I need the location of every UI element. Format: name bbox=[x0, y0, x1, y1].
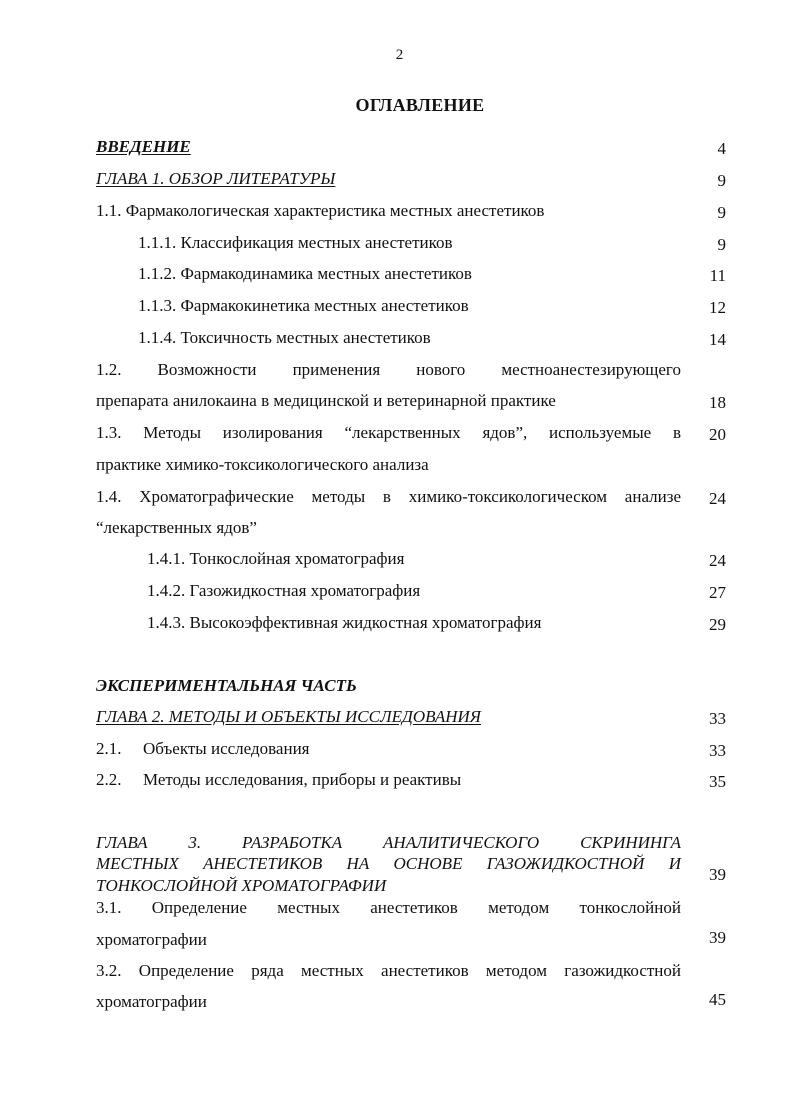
toc-s3-1-word: методом bbox=[488, 898, 550, 917]
toc-s1-2-word: 1.2. bbox=[96, 360, 122, 379]
toc-s1-3-line2[interactable]: практике химико-токсикологического анализа bbox=[96, 455, 429, 474]
toc-s1-3-page: 20 bbox=[709, 425, 726, 444]
toc-s3-2-line2[interactable]: хроматографии bbox=[96, 992, 207, 1011]
toc-ch3-word: АНАЛИТИЧЕСКОГО bbox=[383, 833, 540, 852]
toc-s3-1-word: 3.1. bbox=[96, 898, 122, 917]
toc-s1-2-word: Возможности bbox=[157, 360, 257, 379]
toc-s3-1-word: местных bbox=[277, 898, 340, 917]
toc-s1-2-word: применения bbox=[292, 360, 381, 379]
toc-ch3-line1[interactable] bbox=[96, 833, 681, 853]
toc-s1-4-3-page: 29 bbox=[709, 615, 726, 634]
toc-s3-1-page: 39 bbox=[709, 928, 726, 947]
toc-s2-2-label[interactable]: Методы исследования, приборы и реактивы bbox=[143, 770, 462, 789]
toc-ch2-page: 33 bbox=[709, 709, 726, 728]
toc-s2-2-num: 2.2. bbox=[96, 770, 122, 789]
toc-ch3-line2[interactable]: МЕСТНЫХ АНЕСТЕТИКОВ НА ОСНОВЕ ГАЗОЖИДКОСТНОЙ И bbox=[96, 854, 681, 873]
toc-ch3-word: РАЗРАБОТКА bbox=[241, 833, 343, 852]
toc-s1-1-label[interactable]: 1.1. Фармакологическая характеристика местных анестетиков bbox=[96, 201, 545, 220]
toc-intro-page: 4 bbox=[717, 139, 726, 158]
toc-s2-2-page: 35 bbox=[709, 772, 726, 791]
toc-s1-2-line1[interactable] bbox=[96, 360, 681, 380]
page-title: ОГЛАВЛЕНИЕ bbox=[355, 95, 485, 115]
toc-s1-1-3-label[interactable]: 1.1.3. Фармакокинетика местных анестетиков bbox=[138, 296, 469, 315]
toc-s3-1-line2[interactable]: хроматографии bbox=[96, 930, 207, 949]
toc-s1-2-word: местноанестезирующего bbox=[501, 360, 681, 379]
toc-ch3-word: 3. bbox=[188, 833, 202, 852]
page-number: 2 bbox=[395, 47, 404, 63]
toc-ch2-label[interactable]: ГЛАВА 2. МЕТОДЫ И ОБЪЕКТЫ ИССЛЕДОВАНИЯ bbox=[96, 707, 481, 726]
toc-s1-1-4-page: 14 bbox=[709, 330, 726, 349]
toc-s1-4-1-page: 24 bbox=[709, 551, 726, 570]
toc-s1-1-page: 9 bbox=[717, 203, 726, 222]
toc-s1-1-1-page: 9 bbox=[717, 235, 726, 254]
toc-s1-4-3-label[interactable]: 1.4.3. Высокоэффективная жидкостная хроматография bbox=[147, 613, 542, 632]
toc-s3-1-word: Определение bbox=[151, 898, 247, 917]
toc-s1-2-page: 18 bbox=[709, 393, 726, 412]
toc-s2-1-page: 33 bbox=[709, 741, 726, 760]
toc-s1-2-word: нового bbox=[416, 360, 466, 379]
toc-s2-1-num: 2.1. bbox=[96, 739, 122, 758]
toc-s1-1-4-label[interactable]: 1.1.4. Токсичность местных анестетиков bbox=[138, 328, 431, 347]
toc-experimental-part[interactable]: ЭКСПЕРИМЕНТАЛЬНАЯ ЧАСТЬ bbox=[96, 676, 357, 695]
toc-s3-2-line1[interactable]: 3.2. Определение ряда местных анестетиков методом газожидкостной bbox=[96, 961, 681, 980]
toc-s3-1-word: тонкослойной bbox=[579, 898, 681, 917]
toc-s3-1-line1[interactable] bbox=[96, 898, 681, 918]
toc-s1-4-1-label[interactable]: 1.4.1. Тонкослойная хроматография bbox=[147, 549, 405, 568]
toc-ch1-page: 9 bbox=[717, 171, 726, 190]
toc-s1-3-line1[interactable]: 1.3. Методы изолирования “лекарственных ядов”, используемые в bbox=[96, 423, 681, 442]
toc-intro-label[interactable]: ВВЕДЕНИЕ bbox=[96, 137, 191, 156]
toc-s1-4-page: 24 bbox=[709, 489, 726, 508]
toc-s1-4-2-page: 27 bbox=[709, 583, 726, 602]
toc-s3-2-page: 45 bbox=[709, 990, 726, 1009]
toc-s1-4-2-label[interactable]: 1.4.2. Газожидкостная хроматография bbox=[147, 581, 421, 600]
toc-s1-1-2-label[interactable]: 1.1.2. Фармакодинамика местных анестетиков bbox=[138, 264, 472, 283]
toc-s1-1-3-page: 12 bbox=[709, 298, 726, 317]
toc-s3-1-word: анестетиков bbox=[370, 898, 458, 917]
toc-ch3-word: СКРИНИНГА bbox=[580, 833, 681, 852]
toc-ch3-page: 39 bbox=[709, 865, 726, 884]
toc-s1-4-line2[interactable]: “лекарственных ядов” bbox=[96, 518, 257, 537]
toc-ch3-line3[interactable]: ТОНКОСЛОЙНОЙ ХРОМАТОГРАФИИ bbox=[96, 876, 387, 895]
toc-s1-1-2-page: 11 bbox=[709, 266, 726, 285]
toc-ch1-label[interactable]: ГЛАВА 1. ОБЗОР ЛИТЕРАТУРЫ bbox=[96, 169, 336, 188]
toc-s2-1-label[interactable]: Объекты исследования bbox=[143, 739, 310, 758]
toc-s1-2-line2[interactable]: препарата анилокаина в медицинской и ветеринарной практике bbox=[96, 391, 556, 410]
toc-s1-4-line1[interactable]: 1.4. Хроматографические методы в химико-токсикологическом анализе bbox=[96, 487, 681, 506]
toc-s1-1-1-label[interactable]: 1.1.1. Классификация местных анестетиков bbox=[138, 233, 453, 252]
toc-ch3-word: ГЛАВА bbox=[96, 833, 148, 852]
